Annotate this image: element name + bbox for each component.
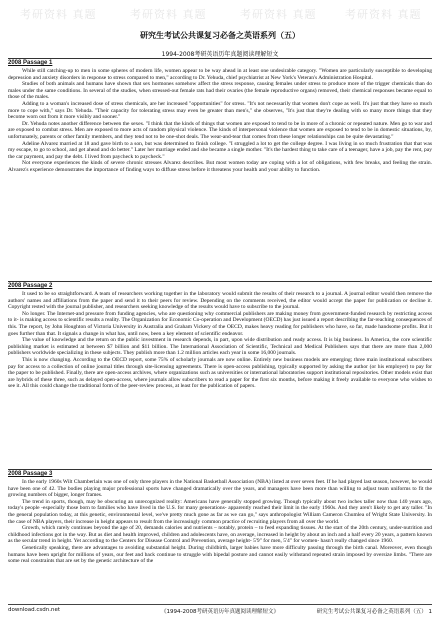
section-rule [8, 281, 432, 282]
paragraph: No longer. The Internet-and pressure from funding agencies, who are questioning why commercial publishers are making money from government-funded research by restricting access to it- is making access to scientific results a reality. The Organization for Economic Co-operation and Development (OECD) has just issued a report describing the far-reaching consequences of this. The report, by John Houghton of Victoria University in Australia and Graham Vickery of the OECD, makes heavy reading for publishers who have, so far, made handsome profits. But it goes further than that. It signals a change in what has, until now, been a key element of scientific endeavor. [8, 310, 432, 337]
paragraph: The trend in sports, though, may be obscuring an unrecognized reality: Americans have generally stopped growing. Though typically about two inches taller now than 140 years ago, today's people -especially those born to families who have lived in the U.S. for many generations- apparently reached their limit in the early 1960s. And they aren't likely to get any taller. "In the general population today, at this genetic, environmental level, we've pretty much gone as far as we can go," says anthropologist William Cameron Chumlea of Wright State University. In the case of NBA players, their increase in height appears to result from the increasingly common practice of recruiting players from all over the world. [8, 498, 432, 525]
footer-document-name: 《1994-2008考研英语历年真题阅读理解短文》 [161, 609, 279, 615]
paragraph: It used to be so straightforward. A team of researchers working together in the laboratory would submit the results of their research to a journal. A journal editor would then remove the authors' names and affiliations from the paper and send it to their peers for review. Depending on the comments received, the editor would accept the paper for publication or decline it. Copyright rested with the journal publisher, and researchers seeking knowledge of the results would have to subscribe to the journal. [8, 291, 432, 311]
passage-body [8, 291, 432, 463]
paragraph: Not everyone experiences the kinds of severe chronic stresses Alvarez describes. But most women today are coping with a lot of obligations, with few breaks, and feeling the strain. Alvarez's experience demonstrates the importance of finding ways to diffuse stress before it threatens your health and your ability to function. [8, 160, 432, 173]
passage-body [8, 479, 432, 602]
footer-source-link[interactable]: download.csdn.net [8, 607, 60, 613]
footer-series-page: 研究生考试公共课复习必备之英语系列（五） 1 [316, 609, 432, 615]
paragraph: The value of knowledge and the return on the public investment in research depends, in part, upon wide distribution and ready access. It is big business. In America, the core scientific publishing market is estimated at between $7 billion and $11 billion. The International Association of Scientific, Technical and Medical Publishers says that there are more than 2,000 publishers worldwide specializing in these subjects. They publish more than 1.2 million articles each year in some 16,000 journals. [8, 337, 432, 357]
watermark-text: 考研资料 真题 [130, 8, 207, 21]
section-rule [8, 469, 432, 470]
paragraph: Genetically speaking, there are advantages to avoiding substantial height. During childbirth, larger babies have more difficulty passing through the birth canal. Moreover, even though humans have been upright for millions of years, our feet and back continue to struggle with bipedal posture and cannot easily withstand repeated strain imposed by oversize limbs. "There are some real constraints that are set by the genetic architecture of the [8, 544, 432, 565]
paragraph: This is now changing. According to the OECD report, some 75% of scholarly journals are now online. Entirely new business models are emerging; three main institutional subscribers pay for access to a collection of online journal titles through site-licensing agreements. There is open-access publishing, typically supported by asking the author (or his employer) to pay for the paper to be published. Finally, there are open-access archives, where organizations such as universities or international laboratories support institutional repositories. Other models exist that are hybrids of these three, such as delayed open-access, where journals allow subscribers to read a paper for the first six months, before making it freely available to everyone who wishes to see it. All this could change the traditional form of the peer-review process, at least for the publication of papers. [8, 356, 432, 390]
document-title: 研究生考试公共课复习必备之英语系列（五） [140, 31, 300, 40]
passage-heading: 2008 Passage 3 [8, 471, 53, 477]
paragraph: Adding to a woman's increased dose of stress chemicals, are her increased "opportunities" for stress. "It's not necessarily that women don't cope as well. It's just that they have so much more to cope with," says Dr. Yehuda. "Their capacity for tolerating stress may even be greater than men's," she observes, "It's just that they're dealing with so many more things that they become worn out from it more visibly and sooner." [8, 100, 432, 121]
document-subtitle: 1994-2008考研英语历年真题阅读理解短文 [161, 51, 279, 58]
paragraph: Growth, which rarely continues beyond the age of 20, demands calories and nutrients – notably, protein – to feed expanding tissues. At the start of the 20th century, under-nutrition and childhood infections got in the way. But as diet and health improved, children and adolescents have, on average, increased in height by about an inch and a half every 20 years, a pattern known as the secular trend in height. Yet according to the Centers for Disease Control and Prevention, average height- 5'9" for men, 5'4" for women- hasn't really changed since 1960. [8, 525, 432, 545]
paragraph: Adeline Alvarez married at 18 and gave birth to a son, but was determined to finish college. "I struggled a lot to get the college degree. I was living in so much frustration that that was my escape, to go to school, and get ahead and do better." Later her marriage ended and she became a single mother. "It's the hardest thing to take care of a teenager, have a job, pay the rent, pay the car payment, and pay the debt. I lived from paycheck to paycheck." [8, 140, 432, 160]
paragraph: Studies of both animals and humans have shown that sex hormones somehow affect the stress response, causing females under stress to produce more of the trigger chemicals than do males under the same conditions. In several of the studies, when stressed-out female rats had their ovaries (the female reproductive organs) removed, their chemical responses became equal to those of the males. [8, 81, 432, 101]
footer-rule [8, 604, 432, 605]
watermark-text: 考研资料 真题 [345, 8, 422, 21]
passage-body [8, 68, 432, 274]
section-rule [8, 58, 432, 59]
watermark-text: 考研资料 真题 [20, 8, 97, 21]
passage-heading: 2008 Passage 1 [8, 60, 53, 66]
passage-heading: 2008 Passage 2 [8, 283, 53, 289]
watermark-strip [0, 0, 440, 26]
paragraph: Dr. Yehuda notes another difference between the sexes. "I think that the kinds of things that women are exposed to tend to be in more of a chronic or repeated nature. Men go to war and are exposed to combat stress. Men are exposed to more acts of random physical violence. The kinds of interpersonal violence that women are exposed to tend to be in domestic situations, by, unfortunately, parents or other family members, and they tend not to be one-shot deals. The wear-and-tear that comes from these longer relationships can be quite devastating." [8, 120, 432, 140]
paragraph: In the early 1960s Wilt Chamberlain was one of only three players in the National Basketball Association (NBA) listed at over seven feet. If he had played last season, however, he would have been one of 42. The bodies playing major professional sports have changed dramatically over the years, and managers have been more than willing to adjust team uniforms to fit the growing numbers of bigger, longer frames. [8, 479, 432, 499]
paragraph: While still catching-up to men in some spheres of modern life, women appear to be way ahead in at least one undesirable category. "Women are particularly susceptible to developing depression and anxiety disorders in response to stress compared to men," according to Dr. Yehuda, chief psychiatrist at New York's Veteran's Administration Hospital. [8, 68, 432, 81]
watermark-text: 考研资料 真题 [240, 8, 317, 21]
